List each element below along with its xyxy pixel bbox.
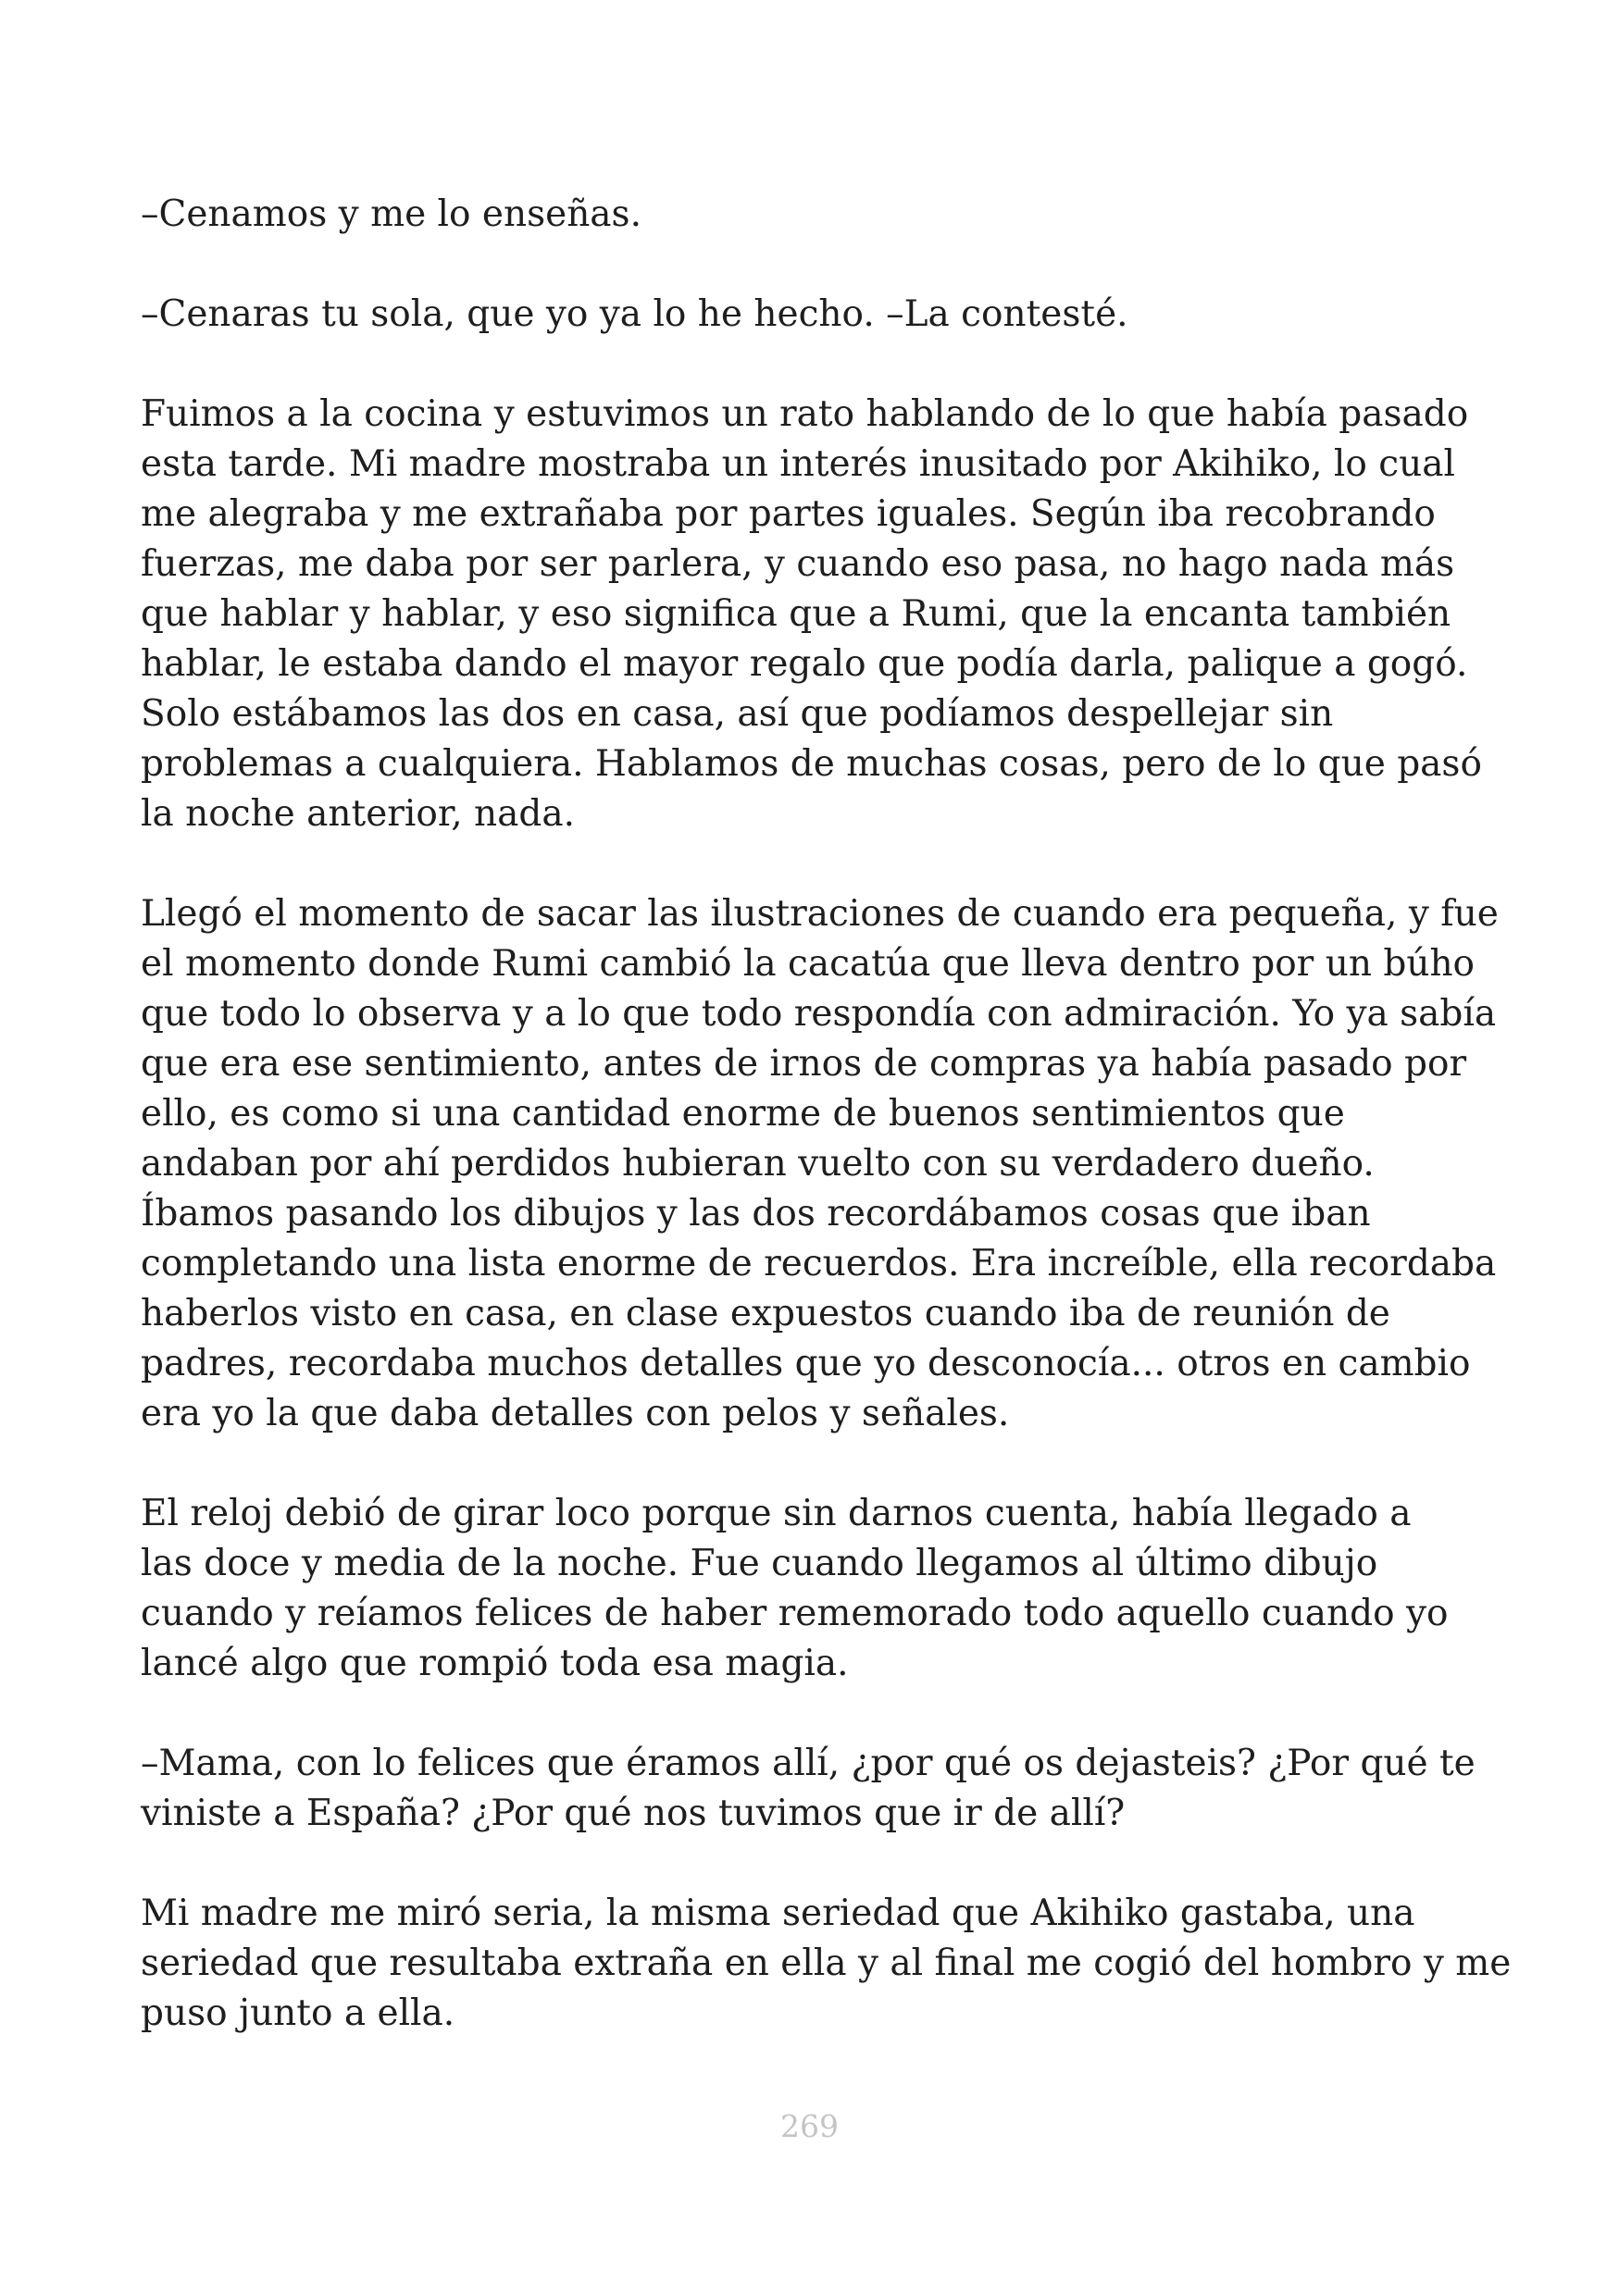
text-line: Llegó el momento de sacar las ilustraciones de cuando era pequeña, y fue <box>141 893 1499 935</box>
paragraph <box>141 290 1492 340</box>
text-line: –Cenaras tu sola, que yo ya lo he hecho. –La contesté. <box>141 293 1128 335</box>
page-number: 269 <box>780 2108 839 2144</box>
text-line: las doce y media de la noche. Fue cuando llegamos al último dibujo <box>141 1543 1378 1584</box>
text-line: –Cenamos y me lo enseñas. <box>141 193 641 235</box>
paragraph <box>141 390 1492 839</box>
text-line: hablar, le estaba dando el mayor regalo que podía darla, palique a gogó. <box>141 643 1468 685</box>
text-line: problemas a cualquiera. Hablamos de muchas cosas, pero de lo que pasó <box>141 743 1482 785</box>
paragraph <box>141 889 1499 1439</box>
paragraph <box>141 1489 1492 1689</box>
text-line: El reloj debió de girar loco porque sin darnos cuenta, había llegado a <box>141 1493 1412 1534</box>
text-line: cuando y reíamos felices de haber rememorado todo aquello cuando yo <box>141 1593 1449 1634</box>
text-line: completando una lista enorme de recuerdos. Era increíble, ella recordaba <box>141 1243 1497 1285</box>
text-line: era yo la que daba detalles con pelos y señales. <box>141 1393 1010 1434</box>
text-line: me alegraba y me extrañaba por partes iguales. Según iba recobrando <box>141 493 1436 535</box>
text-line: que hablar y hablar, y eso significa que a Rumi, que la encanta también <box>141 593 1451 635</box>
text-line: fuerzas, me daba por ser parlera, y cuando eso pasa, no hago nada más <box>141 543 1455 585</box>
text-line: haberlos visto en casa, en clase expuestos cuando iba de reunión de <box>141 1293 1390 1334</box>
text-line: ello, es como si una cantidad enorme de buenos sentimientos que <box>141 1093 1345 1135</box>
text-line: la noche anterior, nada. <box>141 793 576 835</box>
text-line: Íbamos pasando los dibujos y las dos recordábamos cosas que iban <box>141 1193 1371 1235</box>
paragraph <box>141 190 1492 240</box>
text-line: puso junto a ella. <box>141 1992 455 2034</box>
text-line: andaban por ahí perdidos hubieran vuelto con su verdadero dueño. <box>141 1143 1375 1185</box>
text-line: padres, recordaba muchos detalles que yo desconocía... otros en cambio <box>141 1343 1471 1384</box>
text-line: viniste a España? ¿Por qué nos tuvimos que ir de allí? <box>141 1793 1126 1834</box>
body-text <box>141 190 1512 2039</box>
text-line: lancé algo que rompió toda esa magia. <box>141 1643 849 1684</box>
text-line: Fuimos a la cocina y estuvimos un rato hablando de lo que había pasado <box>141 393 1469 435</box>
text-line: seriedad que resultaba extraña en ella y al final me cogió del hombro y me <box>141 1942 1512 1984</box>
text-line: Mi madre me miró seria, la misma seriedad que Akihiko gastaba, una <box>141 1893 1415 1934</box>
text-line: el momento donde Rumi cambió la cacatúa que lleva dentro por un búho <box>141 943 1476 985</box>
text-line: que era ese sentimiento, antes de irnos de compras ya había pasado por <box>141 1043 1467 1085</box>
text-line: esta tarde. Mi madre mostraba un interés inusitado por Akihiko, lo cual <box>141 443 1455 485</box>
text-line: –Mama, con lo felices que éramos allí, ¿por qué os dejasteis? ¿Por qué te <box>141 1743 1476 1784</box>
paragraph <box>141 1739 1492 1839</box>
text-line: Solo estábamos las dos en casa, así que podíamos despellejar sin <box>141 693 1334 735</box>
paragraph <box>141 1889 1512 2039</box>
text-line: que todo lo observa y a lo que todo respondía con admiración. Yo ya sabía <box>141 993 1497 1035</box>
